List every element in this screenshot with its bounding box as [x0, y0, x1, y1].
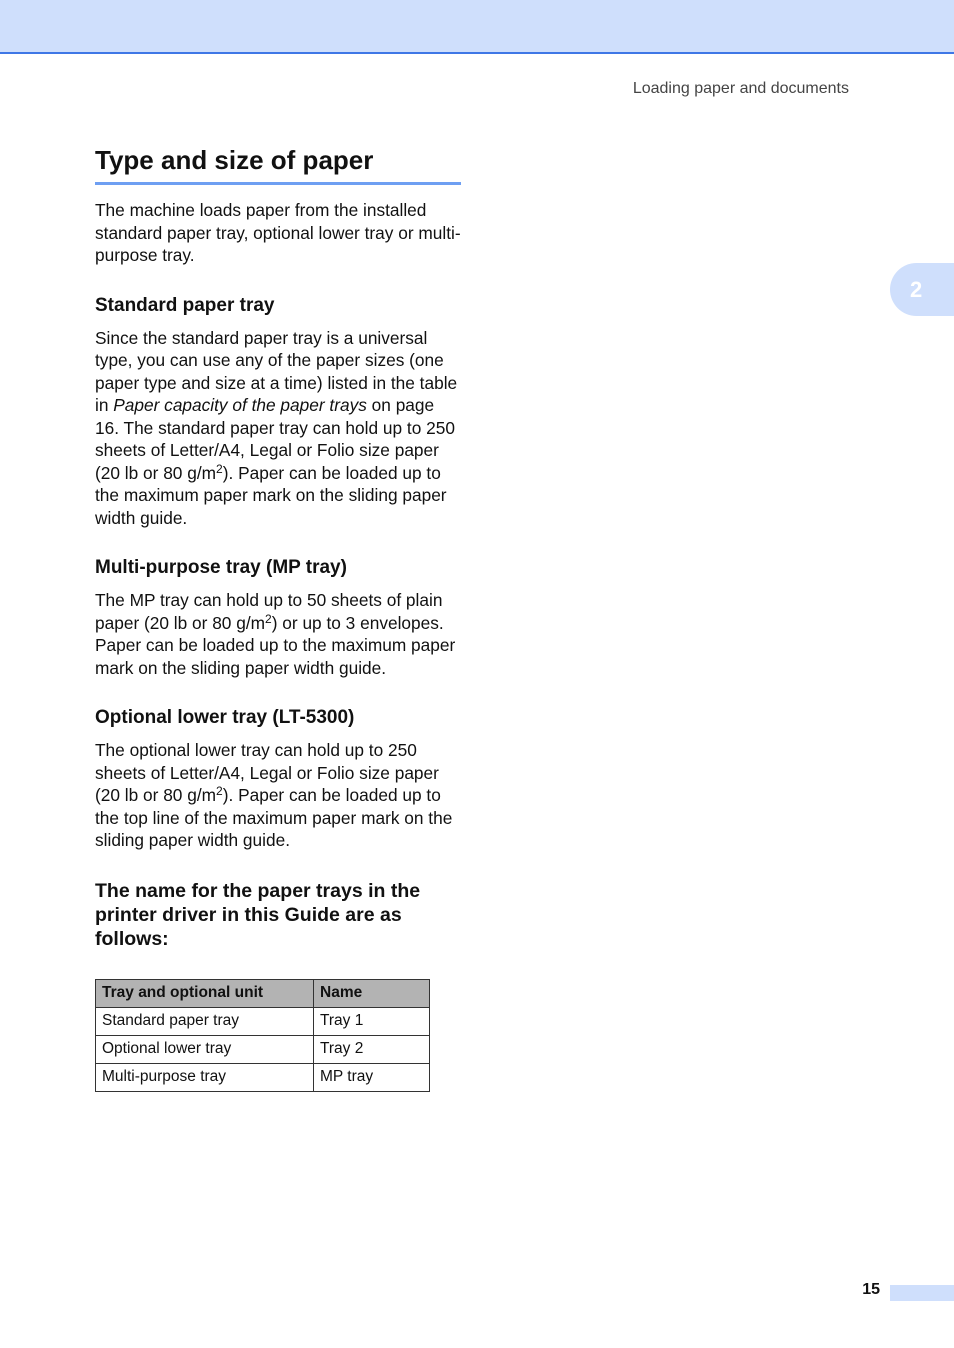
standard-tray-heading: Standard paper tray: [95, 294, 275, 316]
superscript: 2: [216, 784, 223, 798]
optional-tray-text-2: ). Paper can be loaded up to the top line of the maximum paper mark on the sliding paper width guide.: [95, 785, 453, 850]
standard-tray-paragraph: [95, 327, 461, 530]
footer-band: [890, 1285, 954, 1301]
tray-names-heading: The name for the paper trays in the printer driver in this Guide are as follows:: [95, 879, 421, 950]
paper-capacity-link[interactable]: Paper capacity of the paper trays: [113, 395, 367, 415]
standard-tray-text-2: on page 16. The standard paper tray can hold up to 250 sheets of Letter/A4, Legal or Folio size paper (20 lb or 80 g/m: [95, 395, 455, 483]
mp-tray-text-2: ) or up to 3 envelopes. Paper can be loaded up to the maximum paper mark on the sliding paper width guide.: [95, 612, 456, 678]
table-row: [96, 1007, 430, 1035]
table-cell: Tray 2: [314, 1035, 430, 1063]
tray-names-table: [95, 979, 430, 1092]
table-header-row: [96, 979, 430, 1007]
intro-paragraph: The machine loads paper from the installed standard paper tray, optional lower tray or multi-purpose tray.: [95, 200, 461, 265]
table-row: [96, 1035, 430, 1063]
standard-tray-text-3: ). Paper can be loaded up to the maximum paper mark on the sliding paper width guide.: [95, 462, 447, 528]
mp-tray-text-1: The MP tray can hold up to 50 sheets of plain paper (20 lb or 80 g/m: [95, 590, 443, 633]
superscript: 2: [265, 611, 272, 626]
mp-tray-paragraph: [95, 589, 461, 679]
section-title: Type and size of paper: [95, 143, 461, 185]
running-header: Loading paper and documents: [632, 80, 849, 97]
top-header-band: [0, 0, 954, 54]
chapter-number: 2: [910, 276, 923, 302]
table-row: [96, 1063, 430, 1091]
table-header-cell: Name: [314, 979, 430, 1007]
table-cell: Optional lower tray: [96, 1035, 314, 1063]
optional-tray-heading: Optional lower tray (LT-5300): [95, 707, 355, 728]
table-header-cell: Tray and optional unit: [96, 979, 314, 1007]
page-number: 15: [862, 1281, 880, 1298]
table-cell: MP tray: [314, 1063, 430, 1091]
table-cell: Multi-purpose tray: [96, 1063, 314, 1091]
superscript: 2: [216, 461, 223, 476]
chapter-tab: [890, 263, 954, 316]
optional-tray-paragraph: [95, 739, 461, 852]
table-cell: Standard paper tray: [96, 1007, 314, 1035]
optional-tray-text-1: The optional lower tray can hold up to 250 sheets of Letter/A4, Legal or Folio size paper (20 lb or 80 g/m: [95, 740, 439, 805]
mp-tray-heading: Multi-purpose tray (MP tray): [95, 557, 347, 578]
main-content: [95, 143, 461, 1092]
table-cell: Tray 1: [314, 1007, 430, 1035]
standard-tray-text-1: Since the standard paper tray is a universal type, you can use any of the paper sizes (one paper type and size at a time) listed in the table in: [95, 327, 458, 415]
